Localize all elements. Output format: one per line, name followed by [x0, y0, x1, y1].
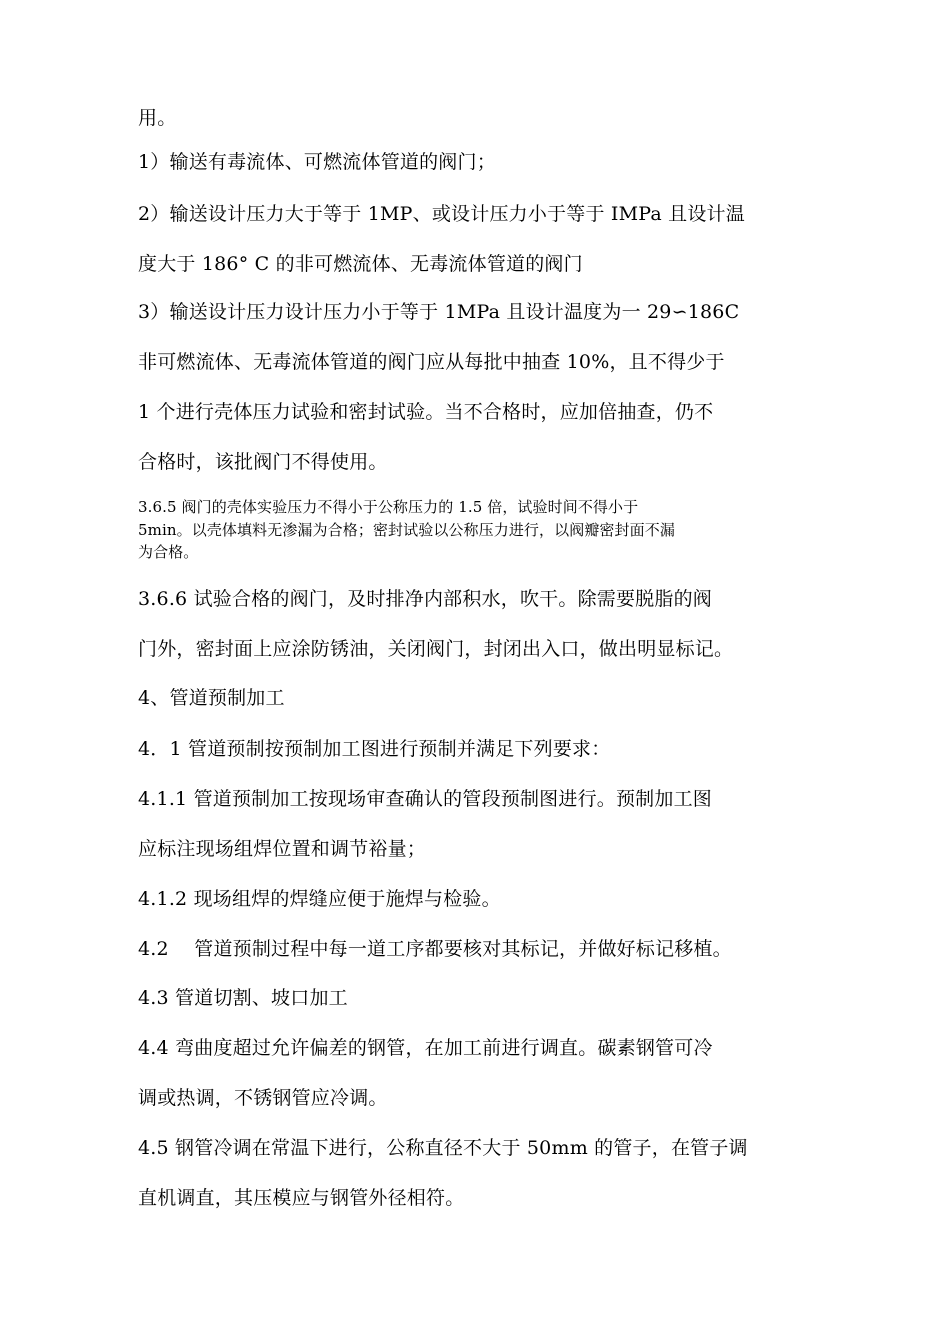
- text-line-4-1: 4．1 管道预制按预制加工图进行预制并满足下列要求：: [138, 738, 611, 760]
- text-line-3-6-6-cont: 门外，密封面上应涂防锈油，关闭阀门，封闭出入口，做出明显标记。: [138, 638, 734, 660]
- text-line-4-2: 4.2 管道预制过程中每一道工序都要核对其标记，并做好标记移植。: [138, 938, 732, 960]
- text-line-item-3: 3）输送设计压力设计压力小于等于 1MPa 且设计温度为一 29∽186C: [138, 301, 740, 323]
- text-line-item-3-cont-1: 非可燃流体、无毒流体管道的阀门应从每批中抽查 10%，且不得少于: [138, 351, 725, 373]
- text-line-4-4-cont: 调或热调，不锈钢管应冷调。: [138, 1087, 388, 1109]
- text-line-item-2-cont: 度大于 186° C 的非可燃流体、无毒流体管道的阀门: [138, 253, 583, 275]
- text-line-item-1: 1）输送有毒流体、可燃流体管道的阀门；: [138, 151, 496, 173]
- text-line-3-6-5: 3.6.5 阀门的壳体实验压力不得小于公称压力的 1.5 倍，试验时间不得小于: [138, 498, 639, 516]
- text-line-4-3: 4.3 管道切割、坡口加工: [138, 987, 348, 1009]
- text-line-continuation: 用。: [138, 107, 177, 129]
- text-line-item-3-cont-2: 1 个进行壳体压力试验和密封试验。当不合格时，应加倍抽查，仍不: [138, 401, 714, 423]
- text-line-3-6-6: 3.6.6 试验合格的阀门，及时排净内部积水，吹干。除需要脱脂的阀: [138, 588, 712, 610]
- text-line-4-1-2: 4.1.2 现场组焊的焊缝应便于施焊与检验。: [138, 888, 501, 910]
- text-line-3-6-5-cont-1: 5min。以壳体填料无渗漏为合格；密封试验以公称压力进行，以阀瓣密封面不漏: [138, 521, 675, 539]
- text-line-4-4: 4.4 弯曲度超过允许偏差的钢管，在加工前进行调直。碳素钢管可冷: [138, 1037, 713, 1059]
- text-line-item-2: 2）输送设计压力大于等于 1MP、或设计压力小于等于 IMPa 且设计温: [138, 203, 745, 225]
- section-heading-4: 4、管道预制加工: [138, 687, 285, 709]
- text-line-4-5-cont: 直机调直，其压模应与钢管外径相符。: [138, 1187, 465, 1209]
- text-line-4-1-1: 4.1.1 管道预制加工按现场审查确认的管段预制图进行。预制加工图: [138, 788, 712, 810]
- text-line-4-1-1-cont: 应标注现场组焊位置和调节裕量；: [138, 838, 427, 860]
- text-line-3-6-5-cont-2: 为合格。: [138, 543, 199, 561]
- text-line-4-5: 4.5 钢管冷调在常温下进行，公称直径不大于 50mm 的管子，在管子调: [138, 1137, 748, 1159]
- text-line-item-3-cont-3: 合格时，该批阀门不得使用。: [138, 451, 388, 473]
